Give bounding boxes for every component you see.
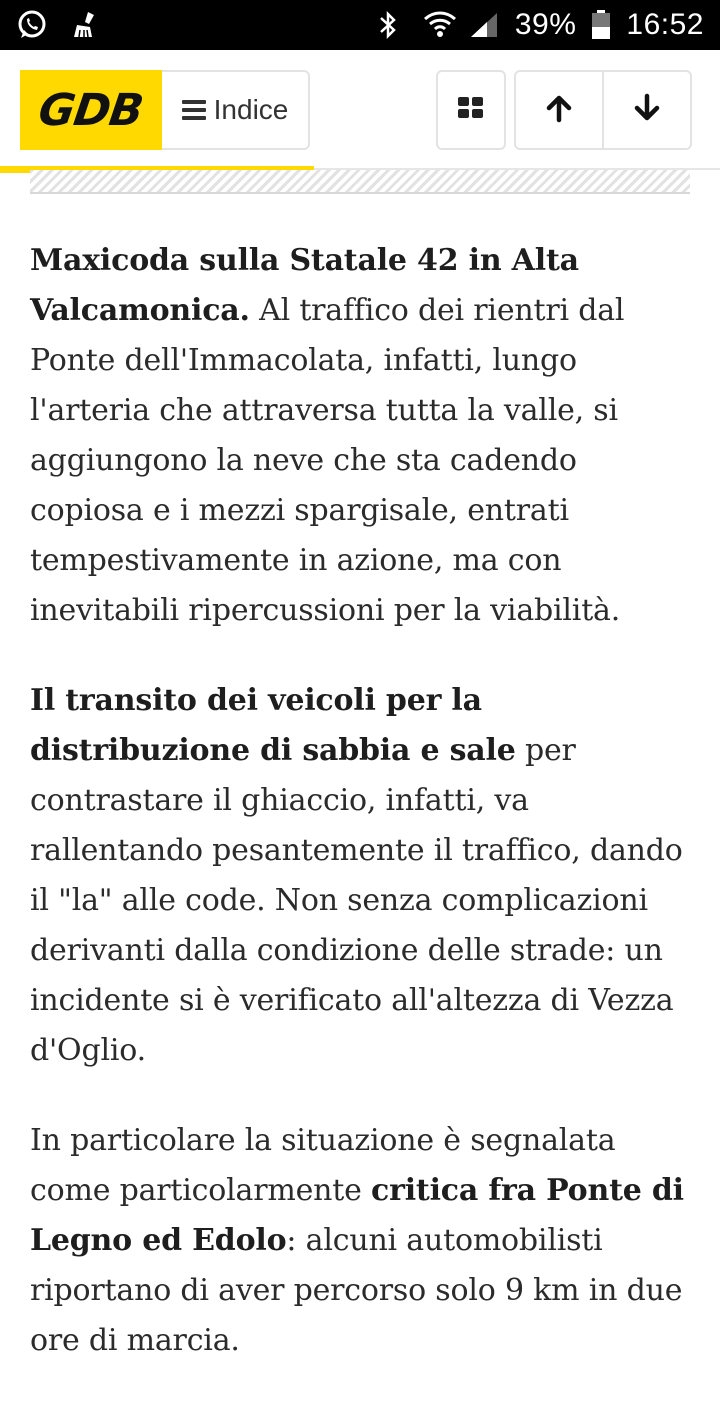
arrow-down-icon	[633, 94, 661, 126]
paragraph-3-bold: critica fra Ponte di Legno ed Edolo	[30, 1173, 684, 1258]
bluetooth-icon	[377, 9, 409, 41]
paragraph-3	[30, 1116, 695, 1366]
arrow-up-icon	[545, 94, 573, 126]
grid-icon	[457, 96, 485, 124]
wifi-icon	[423, 9, 455, 41]
index-button[interactable]	[162, 70, 310, 150]
clock: 16:52	[626, 8, 704, 41]
hatched-divider	[30, 170, 690, 194]
paragraph-1-text: Al traffico dei rientri dal Ponte dell'Immacolata, infatti, lungo l'arteria che attraversa tutta la valle, si aggiungono la neve che sta cadendo copiosa e i mezzi spargisale, entrati tempestivamente in azione, ma con inevitabili ripercussioni per la viabilità.	[30, 293, 625, 628]
paragraph-2-text: per contrastare il ghiaccio, infatti, va rallentando pesantemente il traffico, dando il "la" alle code. Non senza complicazioni derivanti dalla condizione delle strade: un incidente si è verificato all'altezza di Vezza d'Oglio.	[30, 733, 683, 1068]
signal-icon	[469, 9, 501, 41]
paragraph-1	[30, 236, 695, 636]
paragraph-2	[30, 676, 695, 1076]
whatsapp-icon	[16, 9, 48, 41]
gdb-logo[interactable]	[20, 70, 162, 150]
article-body	[30, 236, 695, 1406]
paragraph-2-bold: Il transito dei veicoli per la distribuzione di sabbia e sale	[30, 683, 516, 768]
status-bar	[0, 0, 720, 50]
battery-icon	[590, 9, 612, 41]
app-header	[0, 50, 720, 170]
battery-percentage: 39%	[514, 8, 577, 41]
index-label: Indice	[213, 94, 289, 125]
article-nav-group	[514, 70, 692, 150]
paragraph-3-text-after: : alcuni automobilisti riportano di aver percorso solo 9 km in due ore di marcia.	[30, 1223, 683, 1358]
previous-article-button[interactable]	[516, 72, 602, 148]
grid-view-button[interactable]	[436, 70, 506, 150]
cleaner-icon	[68, 9, 100, 41]
next-article-button[interactable]	[602, 72, 690, 148]
menu-icon	[182, 100, 206, 120]
paragraph-1-bold: Maxicoda sulla Statale 42 in Alta Valcamonica.	[30, 243, 579, 328]
paragraph-3-text-before: In particolare la situazione è segnalata come particolarmente	[30, 1123, 616, 1208]
logo-text: GDB	[35, 84, 147, 136]
